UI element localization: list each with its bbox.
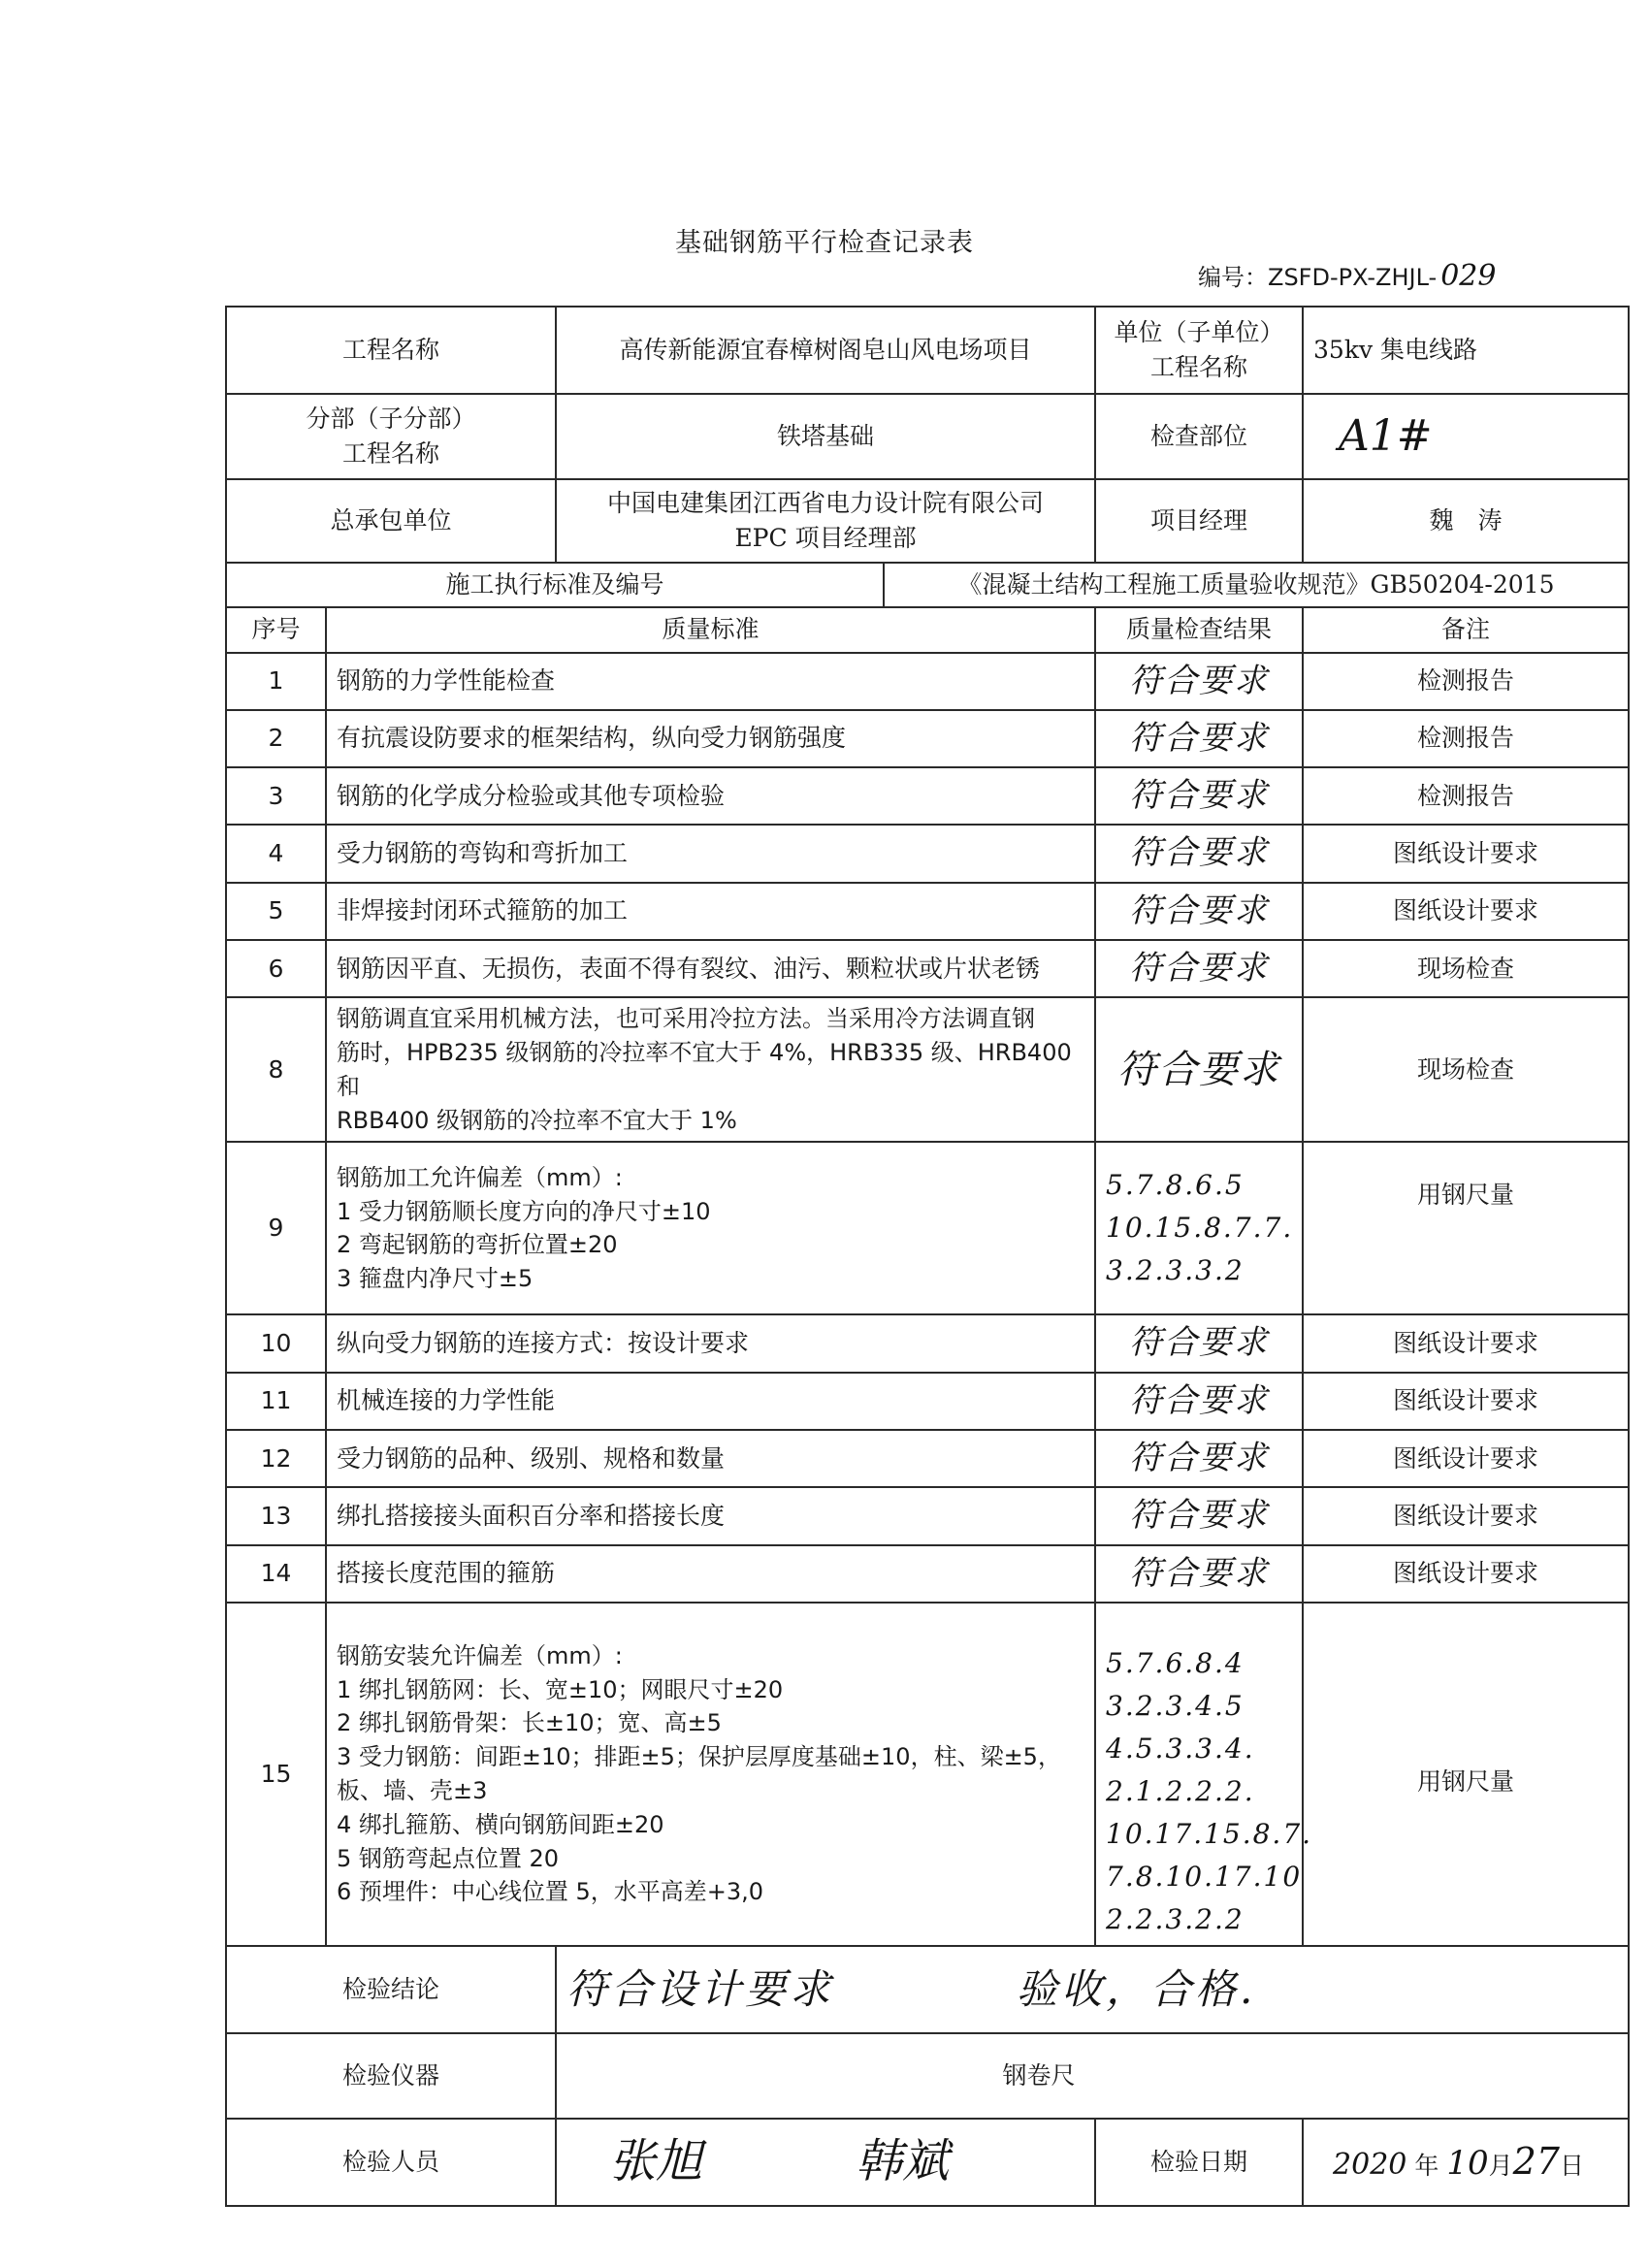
row-sub-project (226, 394, 1629, 479)
check-result: 符合要求 (1095, 1545, 1303, 1603)
row-no: 5 (226, 883, 326, 940)
table-body (226, 307, 1629, 2206)
date-year: 2020 (1333, 2148, 1407, 2183)
project-name-label: 工程名称 (226, 307, 556, 394)
table-row (226, 997, 1629, 1142)
quality-standard-line: 1 受力钢筋顺长度方向的净尺寸±10 (337, 1197, 711, 1225)
remark: 检测报告 (1303, 767, 1629, 825)
quality-standard: 有抗震设防要求的框架结构，纵向受力钢筋强度 (326, 710, 1095, 767)
inspector-label: 检验人员 (226, 2119, 556, 2206)
quality-standard-line: 钢筋安装允许偏差（mm）: (337, 1641, 623, 1669)
table-row (226, 1430, 1629, 1487)
conclusion-value (556, 1946, 1629, 2033)
row-standard (226, 563, 1629, 607)
document-number-label: 编号： (1198, 264, 1268, 291)
row-no: 10 (226, 1314, 326, 1372)
measurement-value: 2.1.2.2.2. (1106, 1774, 1255, 1807)
inspection-table (225, 306, 1630, 2207)
measurement-value: 4.5.3.3.4. (1106, 1732, 1255, 1765)
quality-standard: 机械连接的力学性能 (326, 1373, 1095, 1430)
conclusion-label: 检验结论 (226, 1946, 556, 2033)
row-project (226, 307, 1629, 394)
check-result: 符合要求 (1095, 1373, 1303, 1430)
table-row (226, 1142, 1629, 1314)
row-no: 11 (226, 1373, 326, 1430)
contractor-name-line-2: EPC 项目经理部 (734, 524, 917, 552)
quality-standard-line: 5 钢筋弯起点位置 20 (337, 1844, 560, 1872)
quality-standard: 纵向受力钢筋的连接方式：按设计要求 (326, 1314, 1095, 1372)
document-number-value: ZSFD-PX-ZHJL- (1268, 264, 1438, 291)
unit-label-line-1: 单位（子单位） (1114, 317, 1284, 346)
measurement-value: 5.7.8.6.5 (1106, 1169, 1245, 1202)
check-result: 符合要求 (1095, 1487, 1303, 1544)
inspector-signatures (556, 2119, 1095, 2206)
instrument-value: 钢卷尺 (556, 2033, 1629, 2119)
quality-standard-line: 板、墙、壳±3 (337, 1776, 488, 1804)
date-month: 10 (1446, 2144, 1489, 2184)
table-row (226, 940, 1629, 997)
date-month-unit: 月 (1488, 2152, 1513, 2181)
contractor-name-line-1: 中国电建集团江西省电力设计院有限公司 (607, 488, 1045, 517)
contractor-label: 总承包单位 (226, 479, 556, 563)
table-row (226, 825, 1629, 882)
column-header-remark: 备注 (1303, 607, 1629, 652)
table-row (226, 710, 1629, 767)
quality-standard-line: 6 预埋件：中心线位置 5，水平高差+3,0 (337, 1878, 764, 1906)
remark: 检测报告 (1303, 710, 1629, 767)
sub-project-label (226, 394, 556, 479)
instrument-label: 检验仪器 (226, 2033, 556, 2119)
document-title: 基础钢筋平行检查记录表 (675, 228, 974, 258)
sub-project-label-line-1: 分部（子分部） (306, 404, 476, 433)
row-no: 15 (226, 1603, 326, 1946)
check-result: 符合要求 (1095, 653, 1303, 710)
check-part-value: A1# (1303, 394, 1629, 479)
column-header-quality: 质量标准 (326, 607, 1095, 652)
remark: 图纸设计要求 (1303, 1545, 1629, 1603)
table-row (226, 1373, 1629, 1430)
date-label: 检验日期 (1095, 2119, 1303, 2206)
table-row (226, 883, 1629, 940)
quality-standard: 钢筋的力学性能检查 (326, 653, 1095, 710)
table-row (226, 1545, 1629, 1603)
quality-standard (326, 997, 1095, 1142)
check-result-measurements (1095, 1142, 1303, 1314)
remark: 图纸设计要求 (1303, 1487, 1629, 1544)
table-row (226, 1603, 1629, 1946)
measurement-value: 10.17.15.8.7. (1106, 1817, 1313, 1850)
quality-standard-line: 3 箍盘内净尺寸±5 (337, 1265, 534, 1293)
conclusion-text-2: 验收，合格. (1016, 1964, 1257, 2013)
check-result: 符合要求 (1095, 825, 1303, 882)
column-header-row (226, 607, 1629, 652)
unit-label-line-2: 工程名称 (1150, 353, 1248, 381)
inspector-signature-2: 韩斌 (855, 2134, 949, 2189)
quality-standard: 搭接长度范围的箍筋 (326, 1545, 1095, 1603)
remark: 图纸设计要求 (1303, 825, 1629, 882)
row-no: 12 (226, 1430, 326, 1487)
row-no: 14 (226, 1545, 326, 1603)
standard-label: 施工执行标准及编号 (226, 563, 884, 607)
check-result: 符合要求 (1095, 710, 1303, 767)
quality-standard: 受力钢筋的品种、级别、规格和数量 (326, 1430, 1095, 1487)
manager-name: 魏 涛 (1303, 479, 1629, 563)
date-day-unit: 日 (1559, 2152, 1584, 2181)
sub-project-label-line-2: 工程名称 (342, 439, 440, 468)
quality-standard: 钢筋的化学成分检验或其他专项检验 (326, 767, 1095, 825)
quality-standard (326, 1603, 1095, 1946)
table-row (226, 767, 1629, 825)
sub-project-name: 铁塔基础 (556, 394, 1095, 479)
measurement-value: 5.7.6.8.4 (1106, 1646, 1245, 1679)
quality-standard-line: 钢筋调直宜采用机械方法，也可采用冷拉方法。当采用冷方法调直钢 (337, 1005, 1035, 1033)
check-part-label: 检查部位 (1095, 394, 1303, 479)
remark: 现场检查 (1303, 997, 1629, 1142)
row-no: 1 (226, 653, 326, 710)
row-no: 13 (226, 1487, 326, 1544)
check-result: 符合要求 (1095, 997, 1303, 1142)
table-row (226, 1314, 1629, 1372)
project-name: 高传新能源宜春樟树阁皂山风电场项目 (556, 307, 1095, 394)
quality-standard-line: 2 弯起钢筋的弯折位置±20 (337, 1231, 618, 1259)
quality-standard-line: 筋时，HPB235 级钢筋的冷拉率不宜大于 4%，HRB335 级、HRB400 和 (337, 1039, 1072, 1100)
quality-standard: 绑扎搭接接头面积百分率和搭接长度 (326, 1487, 1095, 1544)
measurement-value: 7.8.10.17.10 (1106, 1860, 1303, 1893)
quality-standard-line: RBB400 级钢筋的冷拉率不宜大于 1% (337, 1106, 737, 1134)
row-contractor (226, 479, 1629, 563)
quality-standard: 非焊接封闭环式箍筋的加工 (326, 883, 1095, 940)
row-no: 4 (226, 825, 326, 882)
quality-standard (326, 1142, 1095, 1314)
measurement-value: 10.15.8.7.7. (1106, 1212, 1294, 1245)
column-header-result: 质量检查结果 (1095, 607, 1303, 652)
row-no: 8 (226, 997, 326, 1142)
row-no: 6 (226, 940, 326, 997)
check-result-measurements (1095, 1603, 1313, 1946)
row-inspector (226, 2119, 1629, 2206)
unit-name: 35kv 集电线路 (1303, 307, 1629, 394)
check-result: 符合要求 (1095, 767, 1303, 825)
remark: 图纸设计要求 (1303, 1373, 1629, 1430)
row-instrument (226, 2033, 1629, 2119)
remark: 检测报告 (1303, 653, 1629, 710)
quality-standard: 钢筋因平直、无损伤，表面不得有裂纹、油污、颗粒状或片状老锈 (326, 940, 1095, 997)
column-header-no: 序号 (226, 607, 326, 652)
manager-label: 项目经理 (1095, 479, 1303, 563)
document-number (1198, 258, 1496, 293)
remark: 用钢尺量 (1303, 1142, 1629, 1314)
measurement-value: 3.2.3.4.5 (1106, 1689, 1245, 1722)
quality-standard-line: 4 绑扎箍筋、横向钢筋间距±20 (337, 1810, 664, 1838)
table-row (226, 1487, 1629, 1544)
remark: 现场检查 (1303, 940, 1629, 997)
unit-label (1095, 307, 1303, 394)
check-result: 符合要求 (1095, 1430, 1303, 1487)
inspector-signature-1: 张旭 (609, 2134, 703, 2189)
row-conclusion (226, 1946, 1629, 2033)
table-row (226, 653, 1629, 710)
row-no: 2 (226, 710, 326, 767)
row-no: 9 (226, 1142, 326, 1314)
quality-standard: 受力钢筋的弯钩和弯折加工 (326, 825, 1095, 882)
quality-standard-line: 2 绑扎钢筋骨架：长±10；宽、高±5 (337, 1709, 722, 1737)
remark: 用钢尺量 (1303, 1603, 1629, 1946)
quality-standard-line: 1 绑扎钢筋网：长、宽±10；网眼尺寸±20 (337, 1675, 784, 1703)
quality-standard-line: 钢筋加工允许偏差（mm）: (337, 1163, 623, 1191)
document-number-handwritten: 029 (1440, 259, 1497, 293)
measurement-value: 3.2.3.3.2 (1106, 1254, 1245, 1287)
remark: 图纸设计要求 (1303, 1314, 1629, 1372)
inspection-date (1303, 2119, 1629, 2206)
date-day: 27 (1512, 2140, 1560, 2184)
check-result: 符合要求 (1095, 1314, 1303, 1372)
measurement-value: 2.2.3.2.2 (1106, 1902, 1245, 1935)
quality-standard-line: 3 受力钢筋：间距±10；排距±5；保护层厚度基础±10，柱、梁±5， (337, 1743, 1061, 1771)
conclusion-text-1: 符合设计要求 (566, 1964, 835, 2013)
date-year-unit: 年 (1414, 2152, 1439, 2181)
remark: 图纸设计要求 (1303, 1430, 1629, 1487)
check-result: 符合要求 (1095, 940, 1303, 997)
contractor-name (556, 479, 1095, 563)
row-no: 3 (226, 767, 326, 825)
standard-value: 《混凝土结构工程施工质量验收规范》GB50204-2015 (884, 563, 1629, 607)
check-result: 符合要求 (1095, 883, 1303, 940)
remark: 图纸设计要求 (1303, 883, 1629, 940)
